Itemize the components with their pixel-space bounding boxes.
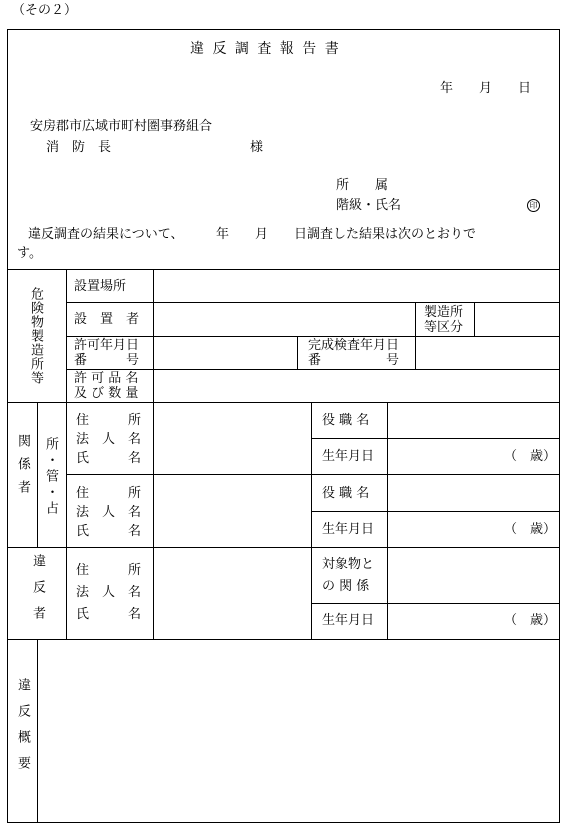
rule	[415, 302, 416, 336]
address-label: 住 所	[76, 413, 142, 428]
relation-label: の 関 係	[322, 579, 370, 594]
location-label: 設置場所	[74, 279, 127, 294]
violator-field[interactable]	[154, 548, 310, 639]
inspection-field[interactable]	[416, 337, 559, 369]
seal-mark: 印	[527, 199, 540, 212]
intro-text-line2: す。	[17, 246, 42, 261]
corp-label: 法 人 名	[76, 432, 142, 447]
rule	[66, 269, 67, 639]
related-1-field[interactable]	[154, 403, 310, 474]
inspection-label: 完成検査年月日	[308, 338, 400, 353]
position-label: 役 職 名	[322, 413, 370, 428]
name-label: 氏 名	[76, 451, 142, 466]
items-label: 及 び 数 量	[74, 386, 139, 401]
birth-label: 生年月日	[322, 449, 375, 464]
rule	[297, 336, 298, 369]
items-field[interactable]	[154, 370, 559, 402]
page-title: 違 反 調 査 報 告 書	[190, 41, 341, 57]
address-label: 住 所	[76, 563, 142, 578]
location-field[interactable]	[154, 270, 559, 302]
birth-field[interactable]	[388, 604, 498, 639]
related-section-label: 関係者	[15, 434, 30, 503]
corp-label: 法 人 名	[76, 505, 142, 520]
violator-section-label: 違反者	[30, 554, 45, 632]
category-field[interactable]	[475, 303, 559, 336]
birth-field[interactable]	[388, 439, 498, 474]
inspection-label: 番 号	[308, 353, 400, 368]
report-date: 年 月 日	[440, 81, 532, 96]
affiliation-label: 所 属	[336, 178, 389, 193]
address-label: 住 所	[76, 486, 142, 501]
name-label: 氏 名	[76, 524, 142, 539]
position-field[interactable]	[388, 403, 559, 438]
summary-label: 違反概要	[15, 678, 30, 782]
intro-text-line1: 違反調査の結果について、 年 月 日調査した結果は次のとおりで	[28, 227, 476, 242]
age-label: （ 歳）	[504, 522, 557, 537]
position-label: 役 職 名	[322, 486, 370, 501]
age-label: （ 歳）	[504, 449, 557, 464]
name-label: 氏 名	[76, 607, 142, 622]
rule	[37, 402, 38, 547]
permit-label: 許可年月日	[74, 338, 140, 353]
age-label: （ 歳）	[504, 613, 557, 628]
facility-section-label: 危険物製造所等	[28, 287, 43, 385]
position-field[interactable]	[388, 475, 559, 511]
relation-label: 対象物と	[322, 557, 375, 572]
birth-label: 生年月日	[322, 522, 375, 537]
form-number-note: （その２）	[12, 3, 78, 18]
addressee-title: 消 防 長	[46, 140, 112, 155]
permit-label: 番 号	[74, 353, 140, 368]
rule	[311, 402, 312, 639]
related-sub-label: 所・管・占	[43, 437, 58, 517]
installer-field[interactable]	[154, 303, 414, 336]
relation-field[interactable]	[388, 548, 559, 603]
birth-label: 生年月日	[322, 613, 375, 628]
corp-label: 法 人 名	[76, 585, 142, 600]
addressee-org: 安房郡市広域市町村圏事務組合	[30, 119, 213, 134]
items-label: 許 可 品 名	[74, 371, 139, 386]
rank-name-label: 階級・氏名	[336, 198, 402, 213]
birth-field[interactable]	[388, 512, 498, 547]
summary-field[interactable]	[38, 640, 559, 822]
installer-label: 設 置 者	[74, 312, 140, 327]
related-2-field[interactable]	[154, 475, 310, 547]
addressee-honorific: 様	[250, 140, 264, 155]
permit-field[interactable]	[154, 337, 296, 369]
category-label: 製造所	[424, 305, 464, 320]
category-label: 等区分	[424, 320, 464, 335]
